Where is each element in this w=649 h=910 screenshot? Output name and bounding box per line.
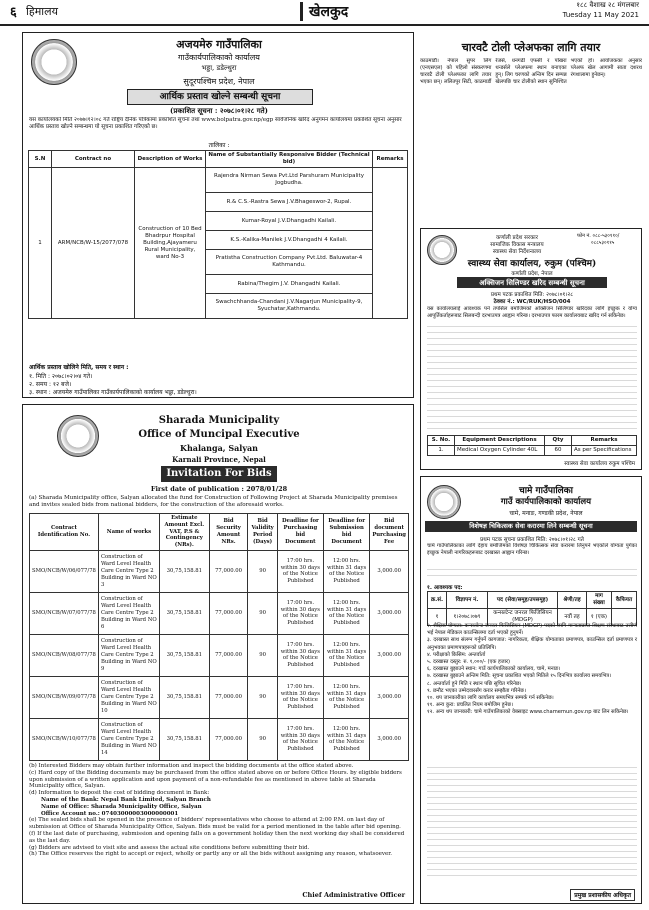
row-count: १ (एक) — [587, 609, 612, 626]
chame-text-lines — [427, 767, 637, 877]
section-title: खेलकुद — [300, 2, 348, 21]
chame-place: चामे, मनाङ, गण्डकी प्रदेश, नेपाल — [509, 510, 583, 517]
chame-item: १२. अन्य थप जानकारी: चामे गाउँपालिकाको वेबसाइट www.chamemun.gov.np बाट लिन सकिनेछ। — [427, 709, 629, 716]
row-id: SMO/NCB/W/06/077/78 — [30, 550, 99, 592]
col-level: श्रेणी/तह — [558, 592, 587, 609]
note-bank: Name of the Bank: Nepal Bank Limited, Salyan Branch — [41, 796, 211, 803]
row-fee: 3,000.00 — [370, 592, 409, 634]
ajayameru-table — [28, 150, 408, 319]
table-row — [30, 676, 409, 718]
row-contract: ARM/NCB/W-15/2077/078 — [52, 168, 135, 319]
bidder-1: Rajendra Nirman Sewa Pvt.Ltd Parshuram Municipality Jogbudha. — [206, 168, 373, 193]
row-fee: 3,000.00 — [370, 634, 409, 676]
chame-item: ४. परीक्षाको किसिम: अन्तर्वार्ता — [427, 651, 486, 658]
ajayameru-footer-3: ३. स्थान : अजयमेरु गाउँपालिका गाउँकार्यपालिकाको कार्यालय भड्डा, डडेल्धुरा। — [29, 389, 197, 396]
col-estimate: Estimate Amount Excl. VAT, P.S & Contingency (NRs). — [159, 514, 209, 551]
sharada-first-pub: First date of publication : 2078/01/28 — [150, 485, 288, 493]
row-validity: 90 — [248, 676, 278, 718]
rukum-line1: कर्णाली प्रदेश सरकार — [496, 235, 538, 241]
chame-item: १०. थप जानकारीका लागि कार्यालय समयभित्र सम्पर्क गर्न सकिनेछ। — [427, 695, 554, 702]
row-security: 77,000.00 — [209, 676, 248, 718]
table-row — [30, 592, 409, 634]
page-number: ६ — [10, 5, 17, 20]
row-security: 77,000.00 — [209, 550, 248, 592]
chame-text-lines — [427, 569, 637, 581]
sharada-title2: Office of Muncipal Executive — [138, 429, 300, 440]
row-fee: 3,000.00 — [370, 550, 409, 592]
bidder-7: Swachchhanda-Chandani J.V.Nagarjun Municipality-9, Syuchatar,Kathmandu. — [206, 294, 373, 319]
note-g: (g) Bidders are advised to visit site and assess the actual site conditions before submitting their bid. — [29, 844, 310, 851]
rukum-sub: कर्णाली प्रदेश, नेपाल — [511, 271, 553, 277]
col-bidder: Name of Substantially Responsive Bidder (Technical bid) — [206, 151, 373, 168]
sharada-title1: Sharada Municipality — [158, 415, 280, 426]
sharada-title4: Karnali Province, Nepal — [172, 455, 266, 464]
rukum-body: यस कार्यालयलाई आवश्यक पर्ने तपसिल बमोजिमको अक्सिजन सिलिण्डर खरिदका लागि इच्छुक र योग्य आपूर्तिकर्ताहरूबाट सिलबन्दी दरभाउपत्र आह्वान गरिन्छ। दरभाउपत्र फारम कार्यालयबाट खरिद गर्न सकिनेछ। — [427, 306, 637, 319]
note-c: (c) Hard copy of the Bidding documents may be purchased from the office stated above on or before Office Hours. by eligible bidders upon submission of a written application and upon payment of a non-refundable fee as mentioned in above table at Sharada Municipality office, Salyan. — [29, 769, 402, 790]
row-submission: 12:00 hrs. within 31 days of the Notice Published — [323, 592, 369, 634]
ajayameru-title: अजयमेरु गाउँपालिका — [176, 38, 262, 51]
row-qty: 60 — [545, 446, 572, 456]
ajayameru-footer-1: १. मिति : २०७८।०२।०४ गते। — [29, 373, 93, 380]
row-remarks: As per Specifications — [572, 446, 637, 456]
col-contract-id: Contract Identification No. — [30, 514, 99, 551]
row-work: Construction of Ward Level Health Care Centre Type 2 Building in Ward NO 3 — [98, 550, 159, 592]
rukum-ref1: फोन नं. ०८८-५३०११०/ — [577, 233, 620, 239]
row-submission: 12:00 hrs. within 31 days of the Notice Published — [323, 676, 369, 718]
schedule-label: तालिका : — [208, 142, 230, 149]
row-purchase: 17:00 hrs. within 30 days of the Notice Published — [277, 550, 323, 592]
chame-item: ८. अन्तर्वार्ता हुने मिति र स्थान पछि सूचित गरिनेछ। — [427, 680, 522, 687]
ajayameru-notice-title: आर्थिक प्रस्ताव खोल्ने सम्बन्धी सूचना — [127, 89, 313, 105]
col-remarks: Remarks — [572, 436, 637, 446]
col-submission-deadline: Deadline for Submission bid Document — [323, 514, 369, 551]
sports-body: काठमाडौं। नेपाल सुपर लिग (एनएसएल) को पहिलो संस्करणमा चारवटै टोली प्लेअफका लागि तयार भएका छन्। ललितपुर सिटी, काठमाडौं रेजर्स, धनगढी एफसी र पोखरा थन्डर्सले प्लेअफमा स्थान बनाएका हुन्। लिग चरणको अन्तिम दिन सम्पन्न खेलपछि चार टोलीको स्थान सुनिश्चित भएको हो। आयोजकका अनुसार प्लेअफ खेल आगामी साता दशरथ रंगशालामा हुनेछन्। — [420, 58, 642, 85]
rukum-signature: स्वास्थ्य सेवा कार्यालय रुकुम पश्चिम — [564, 461, 635, 467]
row-security: 77,000.00 — [209, 718, 248, 760]
row-purchase: 17:00 hrs. within 30 days of the Notice Published — [277, 634, 323, 676]
ajayameru-footer-title: आर्थिक प्रस्ताव खोलिने मिति, समय र स्थान : — [29, 364, 129, 371]
row-validity: 90 — [248, 550, 278, 592]
rukum-title: स्वास्थ्य सेवा कार्यालय, रुकुम (पश्चिम) — [467, 259, 597, 269]
ajayameru-first-pub: (प्रकाशित सूचना : २०७८।०१।२८ गते) — [170, 106, 268, 115]
sharada-table — [29, 513, 409, 761]
ajayameru-place: भड्डा, डडेल्धुरा — [201, 64, 237, 72]
sharada-notice — [22, 404, 414, 904]
col-count: माग संख्या — [587, 592, 612, 609]
row-post: कन्सल्टेन्ट जनरल फिजिसियन (MDGP) — [488, 609, 558, 626]
col-contract: Contract no — [52, 151, 135, 168]
col-post: पद (सेवा/समूह/उपसमूह) — [488, 592, 558, 609]
chame-item: २. शैक्षिक योग्यता: कन्सल्टेन्ट जनरल फिजिसियन (MDGP) पदको लागि मान्यताप्राप्त शिक्षण संस्थाबाट उत्तीर्ण भई नेपाल मेडिकल काउन्सिलमा दर्ता भएको हुनुपर्ने। — [427, 623, 637, 637]
note-h: (h) The Office reserves the right to accept or reject, wholly or partly any or all the bids without assigning any reason, whatsoever. — [29, 851, 393, 858]
row-id: SMO/NCB/W/09/077/78 — [30, 676, 99, 718]
sharada-signature: Chief Administrative Officer — [302, 891, 405, 899]
rukum-notice — [420, 228, 642, 470]
bidder-3: Kumar-Royal J.V.Dhangadhi Kailali. — [206, 212, 373, 231]
note-account: Office Account no.: 07403000003000000001 — [41, 810, 179, 817]
chame-office: गाउँ कार्यपालिकाको कार्यालय — [500, 497, 592, 507]
chame-table — [427, 591, 637, 626]
sharada-title3: Khalanga, Salyan — [180, 443, 258, 453]
row-security: 77,000.00 — [209, 592, 248, 634]
row-level: नवौं तह — [558, 609, 587, 626]
row-work: Construction of Ward Level Health Care Centre Type 2 Building in Ward NO 9 — [98, 634, 159, 676]
row-purchase: 17:00 hrs. within 30 days of the Notice Published — [277, 592, 323, 634]
rukum-line3: स्वास्थ्य सेवा निर्देशनालय — [492, 249, 542, 255]
chame-item: ३. दरखास्त साथ संलग्न गर्नुपर्ने कागजात: नागरिकता, शैक्षिक योग्यताका प्रमाणपत्र, काउन्सिल दर्ता प्रमाणपत्र र अनुभवका प्रमाणपत्रहरूको प्रतिलिपि। — [427, 637, 637, 651]
row-submission: 12:00 hrs. within 31 days of the Notice Published — [323, 634, 369, 676]
row-work: Construction of Ward Level Health Care Centre Type 2 Building in Ward NO 10 — [98, 676, 159, 718]
chame-item: ६. दरखास्त बुझाउने स्थान: गाउँ कार्यपालिकाको कार्यालय, चामे, मनाङ। — [427, 666, 561, 673]
chame-post-label: १. आवश्यक पद: — [427, 585, 463, 591]
col-bid-security: Bid Security Amount NRs. — [209, 514, 248, 551]
sharada-banner: Invitation For Bids — [161, 466, 277, 482]
col-sn: क्र.सं. — [428, 592, 447, 609]
row-fee: 3,000.00 — [370, 718, 409, 760]
row-sno: 1. — [428, 446, 455, 456]
paper-name: हिमालय — [26, 5, 58, 18]
date-nepali: १८८ वैशाख २८ मंगलबार — [576, 1, 639, 9]
bidder-4: K.S.-Kalika-Manilek J.V.Dhangadhi 4 Kailali. — [206, 231, 373, 250]
row-fee: 3,000.00 — [370, 676, 409, 718]
row-work: Construction of Ward Level Health Care Centre Type 2 Building in Ward NO 6 — [98, 592, 159, 634]
chame-item: ९. छनौट भएका उम्मेदवारसँग करार सम्झौता गरिनेछ। — [427, 687, 526, 694]
rukum-notice-title: अक्सिजन सिलिण्डर खरिद सम्बन्धी सूचना — [457, 277, 607, 288]
row-equipment: Medical Oxygen Cylinder 40L — [455, 446, 545, 456]
col-remarks: Remarks — [373, 151, 408, 168]
rukum-text-lines — [427, 326, 637, 432]
row-sn: 1 — [29, 168, 52, 319]
table-row — [30, 634, 409, 676]
col-equipment: Equipment Descriptions — [455, 436, 545, 446]
col-advert-no: विज्ञापन नं. — [447, 592, 488, 609]
col-sn: S.N — [29, 151, 52, 168]
row-validity: 90 — [248, 634, 278, 676]
col-fee: Bid document Purchasing Fee — [370, 514, 409, 551]
date-english: Tuesday 11 May 2021 — [562, 11, 639, 19]
row-estimate: 30,75,158.81 — [159, 592, 209, 634]
ajayameru-province: सुदूरपश्चिम प्रदेश, नेपाल — [183, 77, 255, 86]
note-d: (d) Information to deposit the cost of bidding document in Bank: — [29, 790, 210, 797]
row-id: SMO/NCB/W/10/077/78 — [30, 718, 99, 760]
bidder-2: R.& C.S.-Rastra Sewa J.V.Bhageswor-2, Rupal. — [206, 193, 373, 212]
note-e: (e) The sealed bids shall be opened in the presence of bidders' representatives who choose to attend at 2:00 P.M. on last day of submission at Office of Sharada Municipality Office, Salyan. Bids must be valid for a period mentioned in the table after bid opening. — [29, 817, 401, 831]
page-header — [0, 0, 649, 26]
note-b: (b) Interested Bidders may obtain further information and inspect the bidding documents at the office stated above. — [29, 763, 354, 769]
row-description: Construction of 10 Bed Bhadrpur Hospital Building,Ajayameru Rural Municipality, ward No-3 — [135, 168, 206, 319]
col-remarks: कैफियत — [612, 592, 637, 609]
note-f: (f) If the last date of purchasing, submission and opening falls on a government holiday then the next working day shall be considered as the last day. — [29, 830, 405, 844]
row-estimate: 30,75,158.81 — [159, 634, 209, 676]
row-remarks — [373, 168, 408, 319]
row-estimate: 30,75,158.81 — [159, 718, 209, 760]
row-sn: १ — [428, 609, 447, 626]
col-validity: Bid Validity Period (Days) — [248, 514, 278, 551]
row-validity: 90 — [248, 718, 278, 760]
chame-item: ७. दरखास्त बुझाउने अन्तिम मिति: सूचना प्रकाशित भएको मितिले १५ दिनभित्र कार्यालय समयभित्र। — [427, 673, 612, 680]
col-description: Description of Works — [135, 151, 206, 168]
ajayameru-footer-2: २. समय : १२ बजे। — [29, 381, 72, 388]
col-sno: S. No. — [428, 436, 455, 446]
col-purchase-deadline: Deadline for Purchasing bid Document — [277, 514, 323, 551]
note-office: Name of Office: Sharada Municipality Office, Salyan — [41, 803, 202, 810]
ajayameru-intro: यस कार्यालयको मिति २०७७।१२।०८ गते राष्ट्रिय दैनिक पत्रिकामा प्रकाशित सूचना तथा www.bolpatra.gov.np/egp सार्वजनिक खरिद अनुगमन कार्यालयमा प्रकाशित सूचना अनुसार आर्थिक प्रस्ताव खोल्ने सम्बन्धमा यो सूचना प्रकाशित गरिएको छ। — [29, 117, 402, 130]
table-row — [30, 718, 409, 760]
row-work: Construction of Ward Level Health Care Centre Type 2 Building in Ward NO 14 — [98, 718, 159, 760]
row-validity: 90 — [248, 592, 278, 634]
chame-signature: प्रमुख प्रशासकीय अधिकृत — [570, 889, 635, 901]
row-purchase: 17:00 hrs. within 30 days of the Notice Published — [277, 676, 323, 718]
col-qty: Qty — [545, 436, 572, 446]
row-id: SMO/NCB/W/08/077/78 — [30, 634, 99, 676]
chame-notice — [420, 476, 642, 904]
row-id: SMO/NCB/W/07/077/78 — [30, 592, 99, 634]
row-submission: 12:00 hrs. within 31 days of the Notice Published — [323, 718, 369, 760]
chame-notice-title: विशेषज्ञ चिकित्सक सेवा करारमा लिने सम्बन्धी सूचना — [425, 521, 637, 532]
sharada-intro: (a) Sharada Municipality office, Salyan allocated the fund for Construction of Following Project at Sharada Municipality premises and invites sealed bids from national bidders, for the construction of the aforesaid works. — [29, 495, 398, 508]
bidder-5: Pratistha Construction Company Pvt.Ltd. Baluwatar-4 Kathmandu. — [206, 250, 373, 275]
row-security: 77,000.00 — [209, 634, 248, 676]
sharada-notes — [29, 763, 409, 858]
chame-intro: चामे गाउँपालिकाका लागि देहाय बमोजिमको विशेषज्ञ चिकित्सक सेवा करारमा लिनुपर्ने भएकोले योग्यता पुगेका इच्छुक नेपाली नागरिकहरूबाट दरखास्त आह्वान गरिन्छ। — [427, 543, 637, 556]
row-purchase: 17:00 hrs. within 30 days of the Notice Published — [277, 718, 323, 760]
col-name-of-works: Name of works — [98, 514, 159, 551]
rukum-tender: ठेक्का नं.: WC/RUK/HSO/004 — [493, 299, 571, 305]
bidder-6: Rabina/Thegim J.V. Dhangadhi Kailali. — [206, 275, 373, 294]
chame-title: चामे गाउँपालिका — [518, 486, 573, 496]
chame-item: ११. अन्य कुरा: प्रचलित नियम बमोजिम हुनेछ। — [427, 702, 513, 709]
chame-item: ५. दरखास्त दस्तुर: रु. १,०००/- (एक हजार) — [427, 659, 511, 666]
chame-first-pub: प्रथम पटक सूचना प्रकाशित मिति: २०७८।०१।२८ गते — [480, 537, 584, 543]
sports-article — [420, 32, 642, 222]
rukum-table — [427, 435, 637, 456]
rukum-line2: सामाजिक विकास मन्त्रालय — [490, 242, 544, 248]
table-row — [30, 550, 409, 592]
sports-headline: चारवटै टोली प्लेअफका लागि तयार — [461, 41, 601, 54]
row-submission: 12:00 hrs. within 31 days of the Notice Published — [323, 550, 369, 592]
ajayameru-notice — [22, 32, 414, 398]
chame-items — [427, 623, 637, 717]
rukum-ref2: ०८८५३०११५ — [591, 240, 615, 246]
rukum-first-pub: प्रथम पटक प्रकाशित मिति: २०७८।०१।२८ — [490, 292, 574, 298]
row-estimate: 30,75,158.81 — [159, 550, 209, 592]
ajayameru-office: गाउँकार्यपालिकाको कार्यालय — [178, 53, 260, 62]
row-estimate: 30,75,158.81 — [159, 676, 209, 718]
row-advert-no: १।२०७८।०७९ — [447, 609, 488, 626]
